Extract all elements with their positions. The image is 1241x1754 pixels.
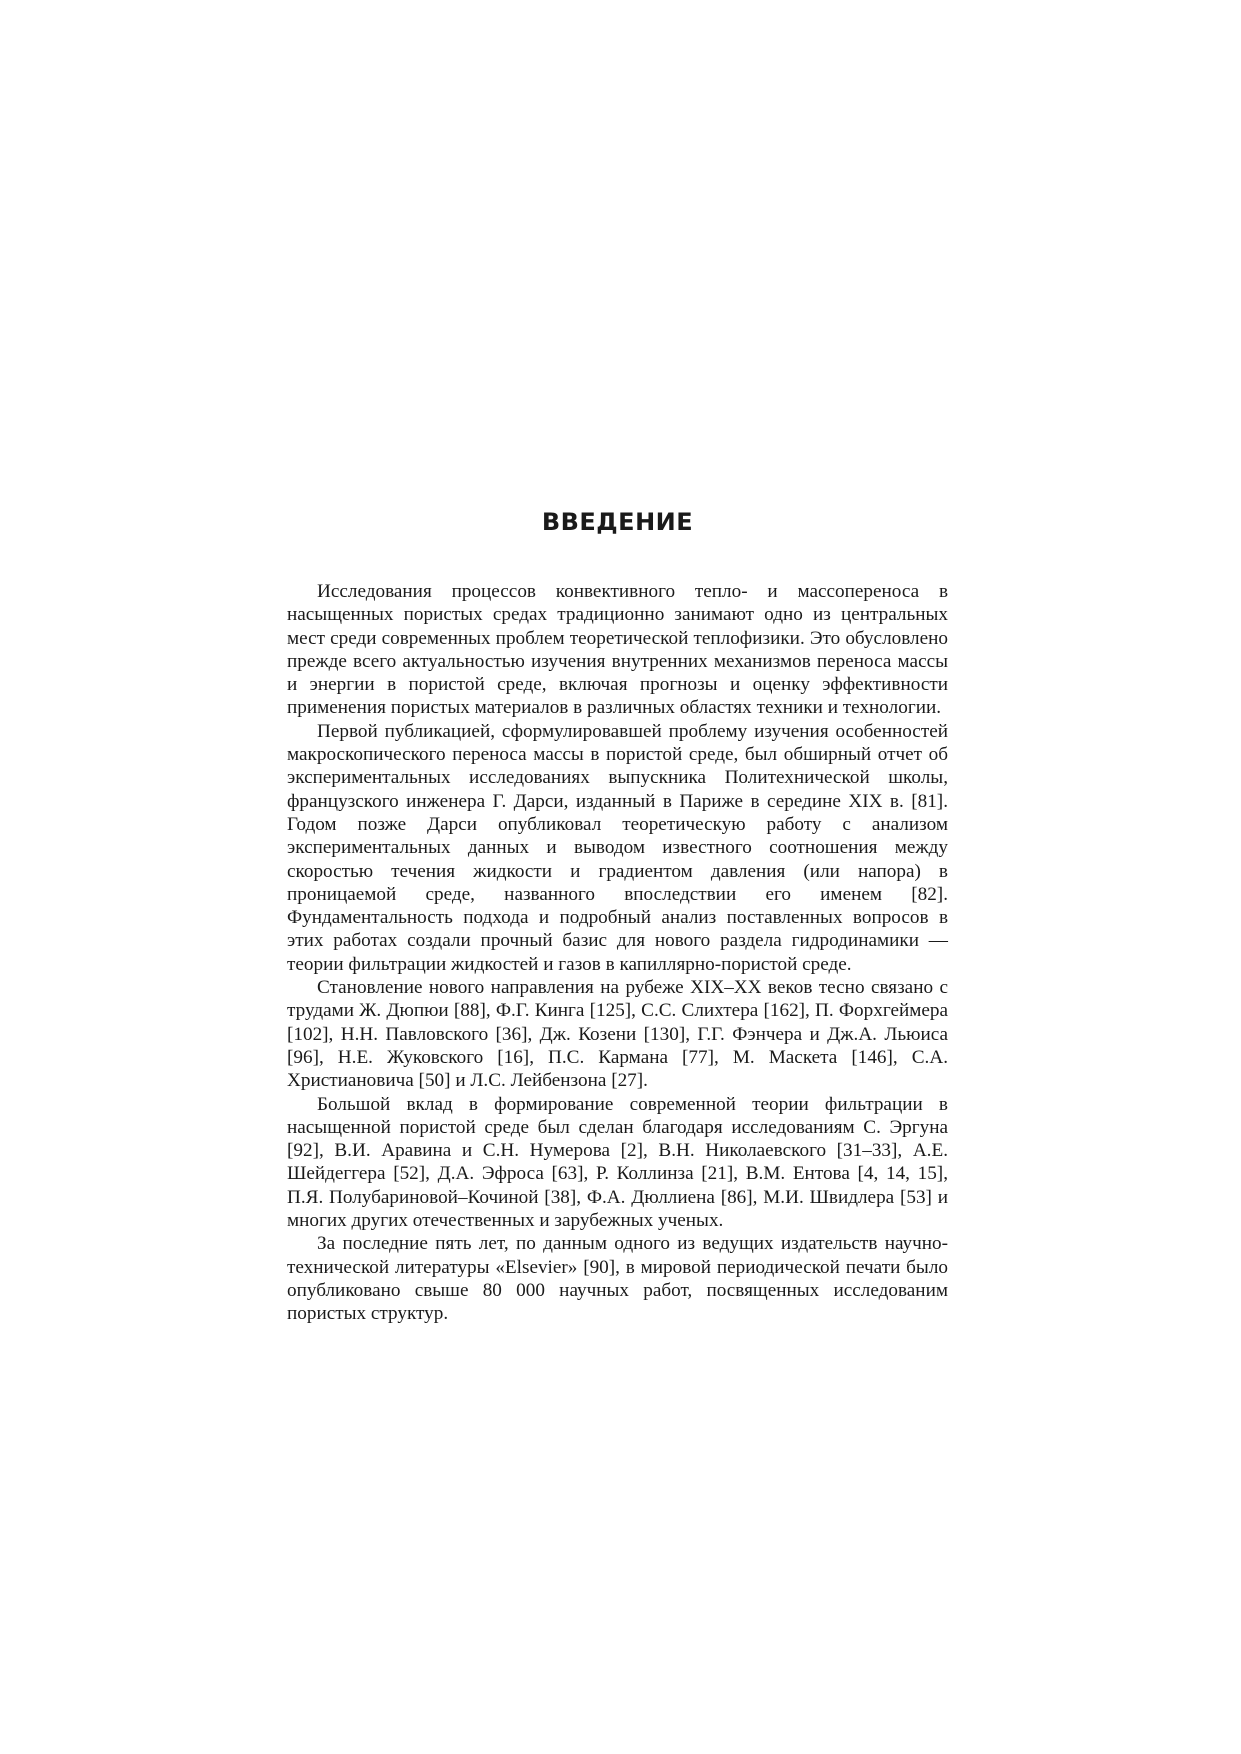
body-text — [287, 580, 948, 1326]
chapter-title: ВВЕДЕНИЕ — [541, 508, 694, 536]
paragraph-2: Первой публикацией, сформулировавшей проблему изучения особенностей макроскопического переноса массы в пористой среде, был обширный отчет об экспериментальных исследованиях выпускника Политехнической школы, французского инженера Г. Дарси, изданный в Париже в середине XIX в. [81]. Годом позже Дарси опубликовал теоретическую работу с анализом экспериментальных данных и выводом известного соотношения между скоростью течения жидкости и градиентом давления (или напора) в проницаемой среде, названного впоследствии его именем [82]. Фундаментальность подхода и подробный анализ поставленных вопросов в этих работах создали прочный базис для нового раздела гидродинамики — теории фильтрации жидкостей и газов в капиллярно-пористой среде. — [287, 720, 948, 975]
paragraph-3: Становление нового направления на рубеже XIX–XX веков тесно связано с трудами Ж. Дюпюи [88], Ф.Г. Кинга [125], С.С. Слихтера [162], П. Форхгеймера [102], Н.Н. Павловского [36], Дж. Козени [130], Г.Г. Фэнчера и Дж.А. Льюиса [96], Н.Е. Жуковского [16], П.С. Кармана [77], М. Маскета [146], С.А. Христиановича [50] и Л.С. Лейбензона [27]. — [287, 977, 948, 1092]
paragraph-1: Исследования процессов конвективного тепло- и массопереноса в насыщенных пористых средах традиционно занимают одно из центральных мест среди современных проблем теоретической теплофизики. Это обусловлено прежде всего актуальностью изучения внутренних механизмов переноса массы и энергии в пористой среде, включая прогнозы и оценку эффективности применения пористых материалов в различных областях техники и технологии. — [287, 581, 948, 719]
paragraph-5: За последние пять лет, по данным одного из ведущих издательств научно-технической литературы «Elsevier» [90], в мировой периодической печати было опубликовано свыше 80 000 научных работ, посвященных исследованим пористых структур. — [287, 1233, 948, 1325]
paragraph-4: Большой вклад в формирование современной теории фильтрации в насыщенной пористой среде был сделан благодаря исследованиям С. Эргуна [92], В.И. Аравина и С.Н. Нумерова [2], В.Н. Николаевского [31–33], А.Е. Шейдеггера [52], Д.А. Эфроса [63], Р. Коллинза [21], В.М. Ентова [4, 14, 15], П.Я. Полубариновой–Кочиной [38], Ф.А. Дюллиена [86], М.И. Швидлера [53] и многих других отечественных и зарубежных ученых. — [287, 1093, 948, 1232]
